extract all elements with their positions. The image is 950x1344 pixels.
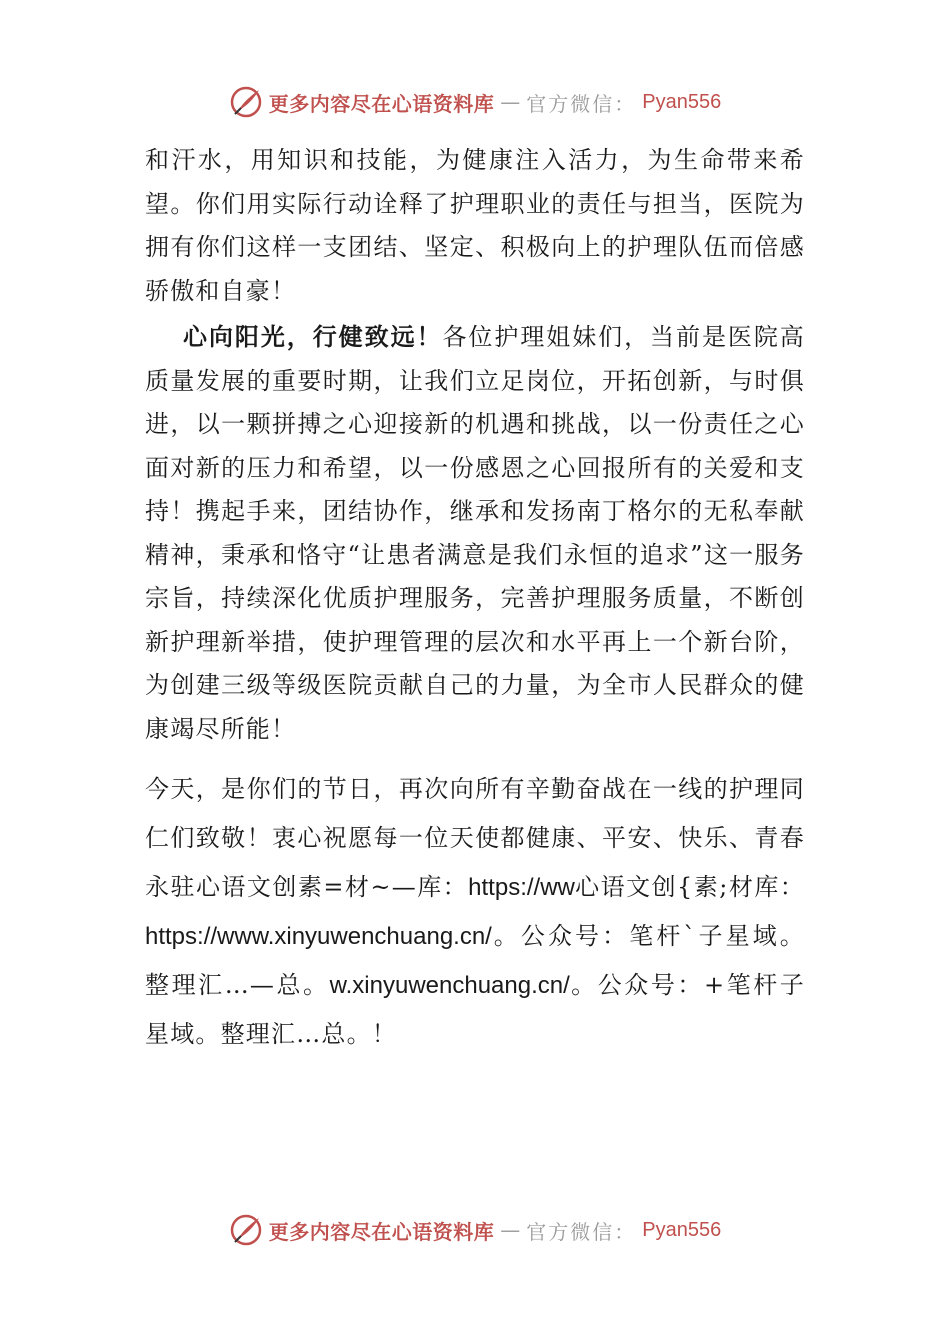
footer-dash: — (500, 1218, 521, 1242)
paragraph-2-text: 各位护理姐妹们，当前是医院高质量发展的重要时期，让我们立足岗位，开拓创新，与时俱进，以一颗拼搏之心迎接新的机遇和挑战，以一份责任之心面对新的压力和希望，以一份感恩之心回报所有的关爱和支持！携起手来，团结协作，继承和发扬南丁格尔的无私奉献精神，秉承和恪守“让患者满意是我们永恒的追求”这一服务宗旨，持续深化优质护理服务，完善护理服务质量，不断创新护理新举措，使护理管理的层次和水平再上一个新台阶，为创建三级等级医院贡献自己的力量，为全市人民群众的健康竭尽所能！ (145, 323, 805, 743)
paragraph-2-lead: 心向阳光，行健致远！ (183, 322, 443, 351)
paragraph-3-url-2: https://www.xinyuwenchuang.cn/ (145, 923, 492, 950)
footer-banner (0, 1210, 950, 1250)
footer-brand-text: 更多内容尽在心语资料库 (268, 1219, 495, 1244)
paragraph-3-text-b: 心语文创{素;材库： (574, 873, 805, 901)
paragraph-3-text-a: 今天，是你们的节日，再次向所有辛勤奋战在一线的护理同仁们致敬！衷心祝愿每一位天使都健康、平安、快乐、青春永驻心语文创素=材~—库： (145, 775, 805, 901)
paragraph-3-url-3: w.xinyuwenchuang.cn/ (329, 972, 570, 999)
paragraph-3-text-d: 。公众号：+笔杆子星域。整理汇…总。！ (145, 971, 805, 1048)
document-body (145, 139, 805, 1059)
paragraph-3-url-1: https://ww (468, 874, 575, 901)
banner-brand-text: 更多内容尽在心语资料库 (268, 91, 495, 116)
footer-wechat-id: Pyan556 (642, 1218, 722, 1241)
footer-official-label: 官方微信： (526, 1219, 637, 1244)
paragraph-1: 和汗水，用知识和技能，为健康注入活力，为生命带来希望。你们用实际行动诠释了护理职业的责任与担当，医院为拥有你们这样一支团结、坚定、积极向上的护理队伍而倍感骄傲和自豪！ (145, 146, 805, 305)
header-banner (0, 82, 950, 122)
banner-dash: — (500, 90, 521, 114)
paragraph-3 (145, 765, 805, 1059)
quill-logo-icon (229, 85, 263, 119)
banner-wechat-id: Pyan556 (642, 90, 722, 113)
paragraph-3-text-c: 。公众号：笔杆`子星域。整理汇…—总。 (145, 922, 805, 999)
quill-logo-icon (229, 1213, 263, 1247)
banner-official-label: 官方微信： (526, 91, 637, 116)
paragraph-2 (145, 315, 805, 751)
